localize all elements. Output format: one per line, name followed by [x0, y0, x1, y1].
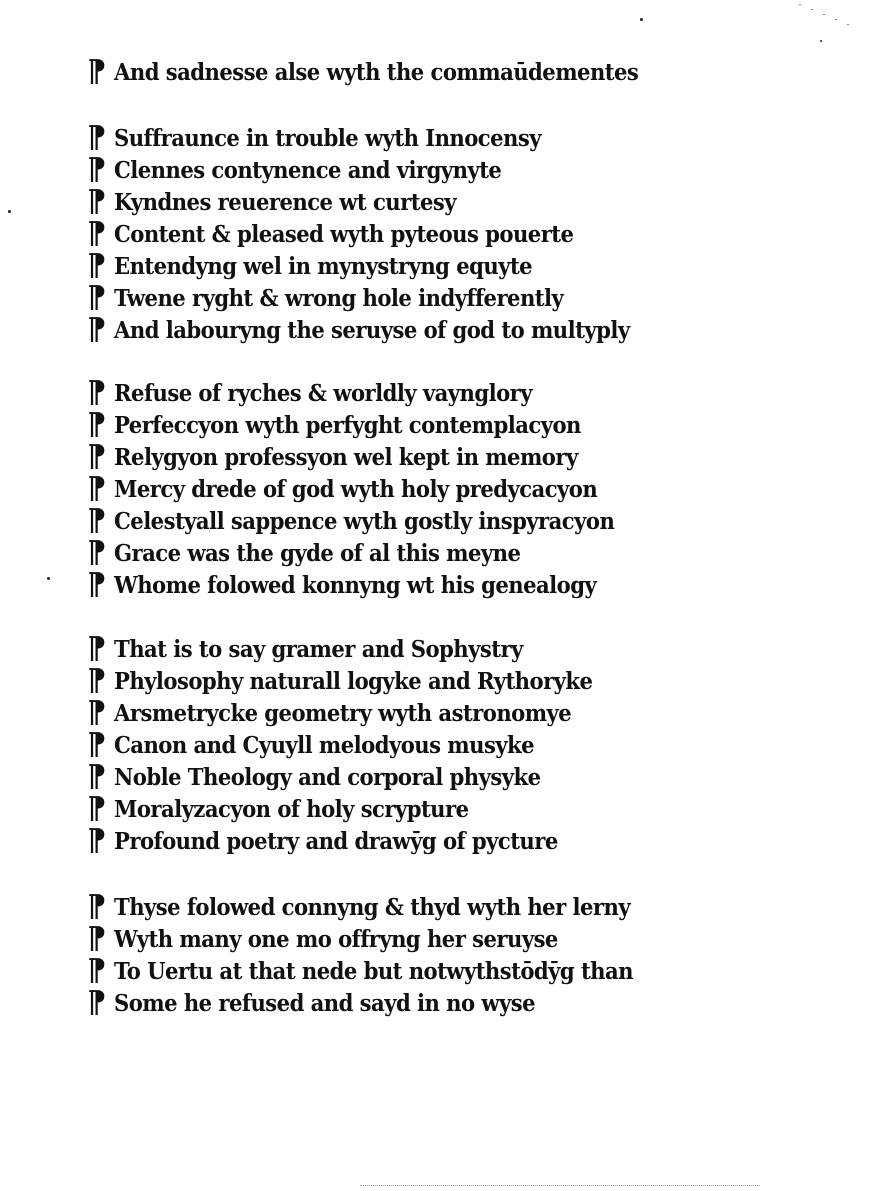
- verse-line: [80, 923, 720, 955]
- verse-line: [80, 987, 720, 1019]
- paragraph-mark-icon: ¶: [87, 280, 107, 315]
- verse-line: [80, 122, 720, 154]
- verse-line: [80, 473, 720, 505]
- verse-text: Grace was the gyde of al this meyne: [114, 539, 521, 567]
- verse-text: Entendyng wel in mynystryng equyte: [114, 252, 533, 280]
- paragraph-mark-icon: ¶: [87, 663, 107, 698]
- verse-line: [80, 793, 720, 825]
- verse-text: Phylosophy naturall logyke and Rythoryke: [114, 667, 593, 695]
- verse-text: Whome folowed konnyng wt his genealogy: [114, 571, 597, 599]
- scan-noise: [789, 0, 879, 40]
- verse-text: Canon and Cyuyll melodyous musyke: [114, 731, 535, 759]
- verse-text: Refuse of ryches & worldly vaynglory: [114, 379, 533, 407]
- stanza-5: [80, 891, 720, 1019]
- verse-text: And labouryng the seruyse of god to multyply: [114, 316, 630, 344]
- verse-line: [80, 314, 720, 346]
- verse-line: [80, 697, 720, 729]
- paragraph-mark-icon: ¶: [87, 503, 107, 538]
- verse-text: Moralyzacyon of holy scrypture: [114, 795, 469, 823]
- paragraph-mark-icon: ¶: [87, 312, 107, 347]
- verse-line: [80, 282, 720, 314]
- verse-line: [80, 729, 720, 761]
- verse-line: [80, 891, 720, 923]
- verse-text: Perfeccyon wyth perfyght contemplacyon: [114, 411, 581, 439]
- paragraph-mark-icon: ¶: [87, 759, 107, 794]
- verse-text: Suffraunce in trouble wyth Innocensy: [114, 124, 541, 152]
- paragraph-mark-icon: ¶: [87, 407, 107, 442]
- verse-text: Wyth many one mo offryng her seruyse: [114, 925, 558, 953]
- verse-text: Clennes contynence and virgynyte: [114, 156, 502, 184]
- verse-text: That is to say gramer and Sophystry: [114, 635, 523, 663]
- verse-text: Arsmetrycke geometry wyth astronomye: [114, 699, 572, 727]
- verse-text: And sadnesse alse wyth the commaūdementes: [114, 58, 639, 86]
- verse-line: [80, 377, 720, 409]
- verse-line: [80, 218, 720, 250]
- ink-speck: [8, 210, 11, 213]
- verse-line: [80, 505, 720, 537]
- verse-line: [80, 56, 720, 88]
- paragraph-mark-icon: ¶: [87, 152, 107, 187]
- stanza-4: [80, 633, 720, 857]
- paragraph-mark-icon: ¶: [87, 248, 107, 283]
- verse-text: Kyndnes reuerence wt curtesy: [114, 188, 456, 216]
- paragraph-mark-icon: ¶: [87, 567, 107, 602]
- verse-text: Relygyon professyon wel kept in memory: [114, 443, 578, 471]
- verse-line: [80, 186, 720, 218]
- paragraph-mark-icon: ¶: [87, 120, 107, 155]
- paragraph-mark-icon: ¶: [87, 184, 107, 219]
- verse-line: [80, 825, 720, 857]
- stanza-3: [80, 377, 720, 601]
- paragraph-mark-icon: ¶: [87, 631, 107, 666]
- verse-text: Content & pleased wyth pyteous pouerte: [114, 220, 574, 248]
- scan-edge: [360, 1185, 760, 1188]
- stanza-2: [80, 122, 720, 346]
- verse-line: [80, 569, 720, 601]
- verse-text: To Uertu at that nede but notwythstōdȳg than: [114, 957, 634, 985]
- paragraph-mark-icon: ¶: [87, 921, 107, 956]
- ink-speck: [640, 18, 643, 21]
- verse-text: Profound poetry and drawȳg of pycture: [114, 827, 558, 855]
- paragraph-mark-icon: ¶: [87, 216, 107, 251]
- verse-line: [80, 154, 720, 186]
- verse-line: [80, 409, 720, 441]
- verse-text: Some he refused and sayd in no wyse: [114, 989, 536, 1017]
- stanza-1: [80, 56, 720, 88]
- paragraph-mark-icon: ¶: [87, 823, 107, 858]
- paragraph-mark-icon: ¶: [87, 889, 107, 924]
- verse-line: [80, 250, 720, 282]
- verse-text: Noble Theology and corporal physyke: [114, 763, 541, 791]
- verse-text: Celestyall sappence wyth gostly inspyracyon: [114, 507, 615, 535]
- verse-line: [80, 955, 720, 987]
- paragraph-mark-icon: ¶: [87, 953, 107, 988]
- paragraph-mark-icon: ¶: [87, 535, 107, 570]
- ink-speck: [47, 577, 50, 580]
- ink-speck: [820, 40, 822, 42]
- verse-text: Twene ryght & wrong hole indyfferently: [114, 284, 564, 312]
- paragraph-mark-icon: ¶: [87, 439, 107, 474]
- paragraph-mark-icon: ¶: [87, 791, 107, 826]
- verse-line: [80, 537, 720, 569]
- paragraph-mark-icon: ¶: [87, 471, 107, 506]
- paragraph-mark-icon: ¶: [87, 727, 107, 762]
- verse-line: [80, 665, 720, 697]
- verse-line: [80, 761, 720, 793]
- verse-text: Mercy drede of god wyth holy predycacyon: [114, 475, 598, 503]
- verse-line: [80, 441, 720, 473]
- paragraph-mark-icon: ¶: [87, 375, 107, 410]
- paragraph-mark-icon: ¶: [87, 54, 107, 89]
- verse-text: Thyse folowed connyng & thyd wyth her lerny: [114, 893, 631, 921]
- verse-line: [80, 633, 720, 665]
- paragraph-mark-icon: ¶: [87, 695, 107, 730]
- paragraph-mark-icon: ¶: [87, 985, 107, 1020]
